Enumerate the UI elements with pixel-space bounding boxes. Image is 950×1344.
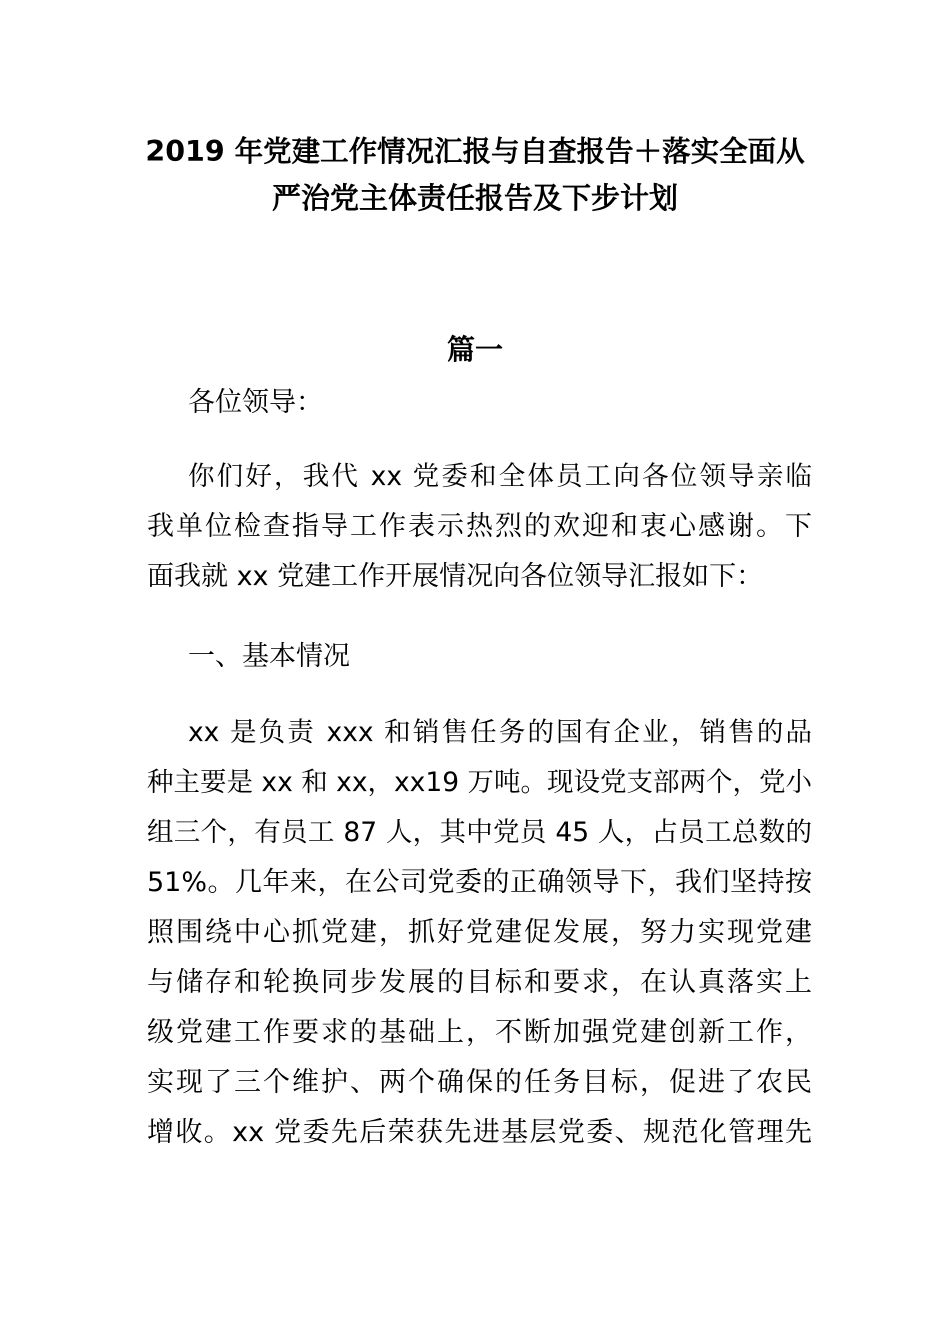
- greeting-line-3: 面我就 xx 党建工作开展情况向各位领导汇报如下：: [147, 561, 764, 592]
- basic-line-4: 51%。几年来，在公司党委的正确领导下，我们坚持按: [147, 867, 812, 898]
- subheading-paragraph: [147, 632, 812, 682]
- basic-line-3: 组三个，有员工 87 人，其中党员 45 人，占员工总数的: [147, 817, 812, 848]
- basic-line-8: 实现了三个维护、两个确保的任务目标，促进了农民: [147, 1067, 812, 1098]
- basic-line-1: xx 是负责 xxx 和销售任务的国有企业，销售的品: [188, 717, 812, 748]
- basic-line-5: 照围绕中心抓党建，抓好党建促发展，努力实现党建: [147, 917, 812, 948]
- basic-line-9: 增收。xx 党委先后荣获先进基层党委、规范化管理先: [147, 1117, 812, 1148]
- basic-situation-paragraph: [147, 708, 812, 1158]
- basic-line-6: 与储存和轮换同步发展的目标和要求，在认真落实上: [147, 967, 812, 998]
- basic-line-2: 种主要是 xx 和 xx，xx19 万吨。现设党支部两个，党小: [147, 767, 813, 798]
- document-title: [140, 128, 810, 222]
- title-line-1: 2019 年党建工作情况汇报与自查报告＋落实全面从: [145, 135, 805, 168]
- subheading-basic-situation: 一、基本情况: [188, 641, 350, 672]
- salutation-paragraph: [147, 378, 812, 428]
- section-heading: 篇一: [446, 333, 503, 366]
- title-line-2: 严治党主体责任报告及下步计划: [271, 181, 678, 215]
- greeting-line-1: 你们好，我代 xx 党委和全体员工向各位领导亲临: [188, 461, 812, 492]
- greeting-paragraph: [147, 452, 812, 602]
- greeting-line-2: 我单位检查指导工作表示热烈的欢迎和衷心感谢。下: [147, 511, 812, 542]
- salutation: 各位领导：: [188, 387, 323, 418]
- basic-line-7: 级党建工作要求的基础上，不断加强党建创新工作，: [147, 1017, 812, 1048]
